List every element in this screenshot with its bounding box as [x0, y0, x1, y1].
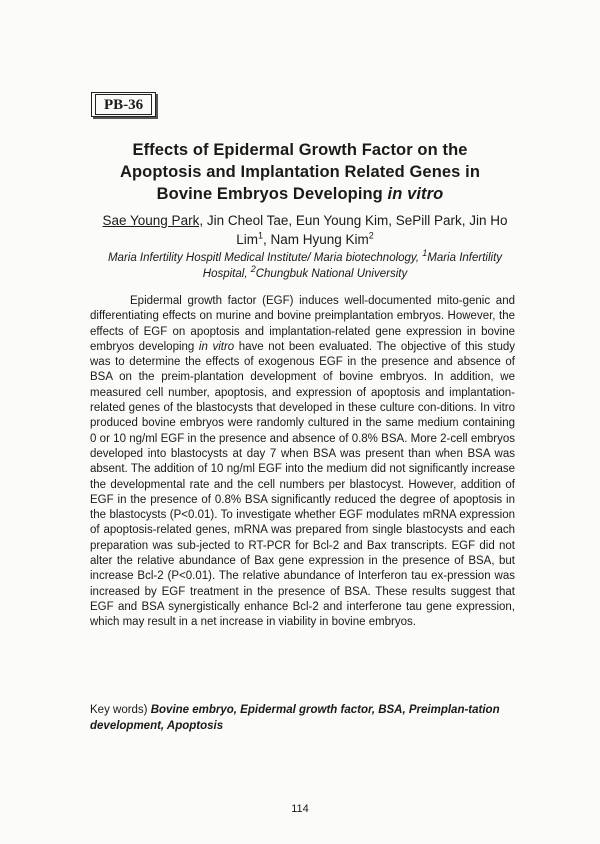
affiliations — [90, 250, 520, 282]
page-number: 114 — [291, 803, 309, 815]
abstract-code: PB-36 — [95, 94, 152, 115]
keywords — [90, 702, 515, 734]
title-line-3 — [80, 183, 520, 205]
keywords-label: Key words) — [90, 704, 151, 716]
title-line-2: Apoptosis and Implantation Related Genes in — [119, 163, 480, 181]
affiliation-sup-1: 1 — [422, 248, 428, 259]
affiliation-sup-2: 2 — [250, 264, 256, 275]
keywords-terms: Bovine embryo, Epidermal growth factor, BSA, Preimplan-tation development, Apoptosis — [90, 704, 500, 732]
title-line-1: Effects of Epidermal Growth Factor on the — [132, 141, 468, 159]
abstract-body — [90, 294, 515, 631]
abstract-text-1: Epidermal growth factor (EGF) induces well-documented mito-genic and differentiating effects on murine and bovine preimplantation embryos. However, the effects of EGF on apoptosis and implantation-related gene expression in bovine embryos developing — [90, 295, 515, 353]
title-line-3-main: Bovine Embryos Developing — [156, 185, 388, 203]
affiliation-part-2: Maria Infertility Hospital, — [202, 252, 503, 280]
affiliation-part-3: Chungbuk National University — [255, 268, 408, 280]
abstract-code-box — [91, 92, 156, 117]
paper-title — [80, 139, 520, 205]
abstract-italic-in-vitro: in vitro — [198, 340, 235, 353]
abstract-text-2: have not been evaluated. The objective of this study was to determine the effects of exogenous EGF in the presence and absence of BSA on the preim-plantation development of bovine embryos. In addition, we measured cell number, apoptosis, and expression of apoptosis and implantation-related genes of the blastocysts that developed in these culture con-ditions. In vitro produced bovine embryos were randomly cultured in the same medium containing 0 or 10 ng/ml EGF in the presence and absence of 0.8% BSA. More 2-cell embryos developed into blastocysts at day 7 when BSA was present than when BSA was absent. The addition of 10 ng/ml EGF into the medium did not significantly increase the developmental rate and the cell numbers per blastocyst. However, addition of EGF in the presence of 0.8% BSA significantly reduced the degree of apoptosis in the blastocysts (P<0.01). To investigate whether EGF modulates mRNA expression of apoptosis-related genes, mRNA was prepared from single blastocysts and each preparation was sub-jected to RT-PCR for Bcl-2 and Bax transcripts. EGF did not alter the relative abundance of Bax gene expression in the presence of BSA, but increase Bcl-2 (P<0.01). The relative abundance of Interferon tau ex-pression was increased by EGF treatment in the presence of BSA. These results suggest that EGF and BSA synergistically enhance Bcl-2 and interferone tau gene expression, which may result in a net increase in viability in bovine embryos. — [90, 340, 515, 629]
affiliation-part-1: Maria Infertility Hospitl Medical Institute/ Maria biotechnology, — [107, 252, 423, 264]
presenting-author: Sae Young Park, — [102, 213, 204, 228]
co-authors-part-2: , Nam Hyung Kim — [262, 232, 369, 247]
author-sup-1: 1 — [257, 230, 263, 241]
author-sup-2: 2 — [368, 230, 374, 241]
title-italic-in-vitro: in vitro — [387, 185, 444, 203]
co-authors-part-1: Jin Cheol Tae, Eun Young Kim, SePill Park, Jin Ho Lim — [203, 213, 508, 247]
author-list — [90, 211, 520, 249]
